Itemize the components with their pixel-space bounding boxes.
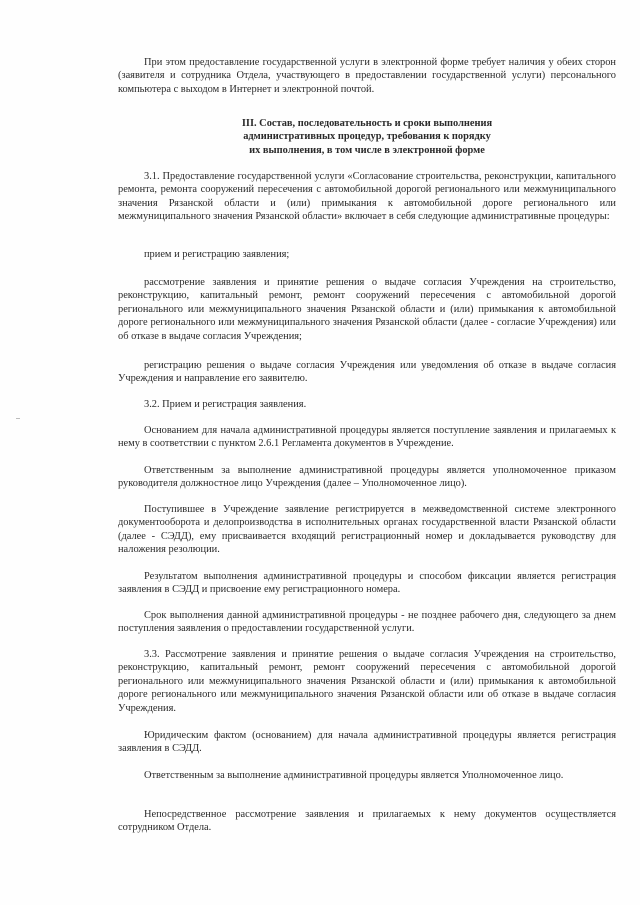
paragraph-responsible-2: Ответственным за выполнение административной процедуры является Уполномоченное лицо. [144,770,564,781]
paragraph-registered: Поступившее в Учреждение заявление регистрируется в межведомственной системе электронного документооборота и делопроизводства в исполнительных органах государственной власти Рязанской области (далее - СЭДД), ему присваивается входящий регистрационный номер и докладывается руководству для наложения резолюции. [118,504,616,556]
paragraph-term: Срок выполнения данной административной процедуры - не позднее рабочего дня, следующего за днем поступления заявления о предоставлении государственной услуги. [118,610,616,635]
intro-paragraph: При этом предоставление государственной услуги в электронной форме требует наличия у обеих сторон (заявителя и сотрудника Отдела, участвующего в предоставлении государственной услуги) персонального компьютера с выходом в Интернет и электронной почтой. [118,57,616,95]
heading-line-1: III. Состав, последовательность и сроки выполнения [241,118,493,129]
heading-line-2: административных процедур, требования к порядку [243,131,491,143]
paragraph-result: Результатом выполнения административной процедуры и способом фиксации является регистрация заявления в СЭДД и присвоение ему регистрационного номера. [118,571,616,596]
paragraph-fact: Юридическим фактом (основанием) для начала административной процедуры является регистрация заявления в СЭДД. [118,730,616,755]
paragraph-3-2: 3.2. Прием и регистрация заявления. [144,399,307,410]
paragraph-direct: Непосредственное рассмотрение заявления и прилагаемых к нему документов осуществляется сотрудником Отдела. [118,809,616,834]
paragraph-3-1: 3.1. Предоставление государственной услуги «Согласование строительства, реконструкции, капитального ремонта, ремонта сооружений пересечения с автомобильной дорогой регионального или межмуниципального значения Рязанской области и (или) примыкания к автомобильной дороге регионального или межмуниципального значения Рязанской области» включает в себя следующие административные процедуры: [118,171,616,223]
procedure-item-2: рассмотрение заявления и принятие решения о выдаче согласия Учреждения на строительство, реконструкцию, капитальный ремонт, ремонт сооружений пересечения с автомобильной дорогой регионального или межмуниципального значения Рязанской области и (или) примыкания к автомобильной дороге регионального или межмуниципального значения Рязанской области (далее - согласие Учреждения) или об отказе в выдаче согласия Учреждения; [118,277,616,342]
paragraph-3-3: 3.3. Рассмотрение заявления и принятие решения о выдаче согласия Учреждения на строительство, реконструкцию, капитальный ремонт, ремонт сооружений пересечения с автомобильной дорогой регионального или межмуниципального значения Рязанской области и (или) примыкания к автомобильной дороге регионального или межмуниципального значения Рязанской области или об отказе в выдаче согласия Учреждения. [118,649,616,714]
section-heading [118,117,616,157]
paragraph-basis: Основанием для начала административной процедуры является поступление заявления и прилагаемых к нему в соответствии с пунктом 2.6.1 Регламента документов в Учреждение. [118,425,616,450]
procedure-item-3: регистрацию решения о выдаче согласия Учреждения или уведомления об отказе в выдаче согласия Учреждения и направление его заявителю. [118,360,616,385]
procedure-item-1: прием и регистрацию заявления; [144,249,290,260]
paragraph-responsible: Ответственным за выполнение административной процедуры является уполномоченное приказом руководителя должностное лицо Учреждения (далее – Уполномоченное лицо). [118,465,616,490]
heading-line-3: их выполнения, в том числе в электронной форме [249,144,485,156]
margin-scan-mark [16,418,20,419]
